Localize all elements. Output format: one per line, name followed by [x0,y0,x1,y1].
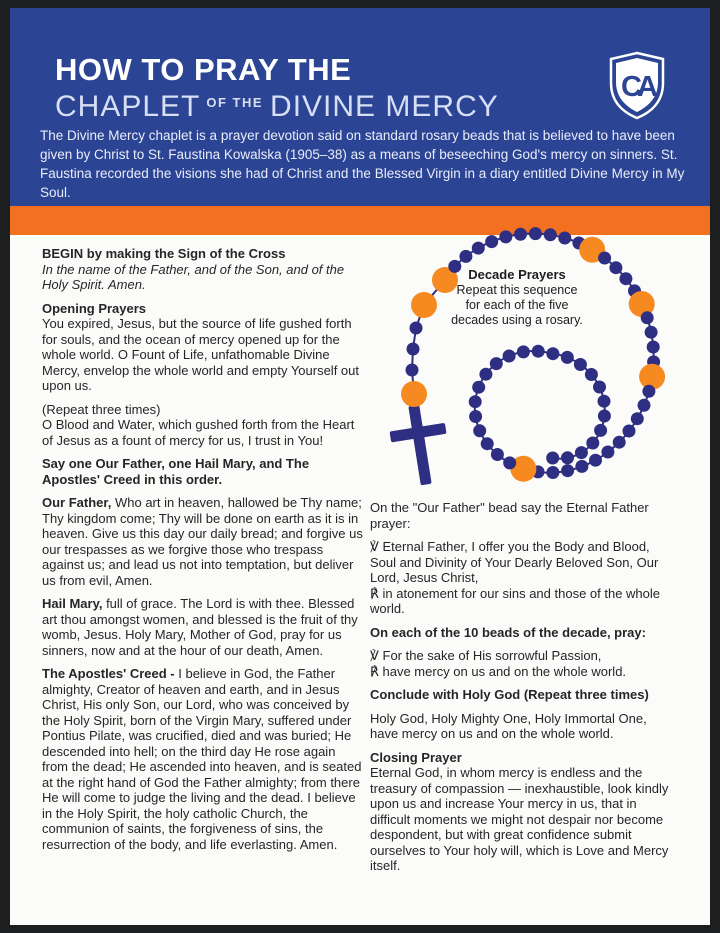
decade-callout-title: Decade Prayers [468,267,566,282]
holy-god-prayer: Holy God, Holy Mighty One, Holy Immortal One, have mercy on us and on the whole world. [370,710,647,741]
sign-of-cross-text: In the name of the Father, and of the Son, and of the Holy Spirit. Amen. [42,261,345,292]
header [10,8,710,206]
begin-section [42,246,363,293]
opening-prayers-section [42,301,363,394]
page-title [55,54,499,124]
apostles-creed-prayer [42,666,363,852]
of-the-text: OF THE [206,94,264,110]
closing-prayer-text: Eternal God, in whom mercy is endless and the treasury of compassion — inexhaustible, look kindly upon us and increase Your mercy in us, that in difficult moments we might not despair nor become despondent, but with great confidence submit ourselves to Your holy will, which is Love and Mercy itself. [370,765,669,873]
opening-prayers-heading: Opening Prayers [42,300,147,316]
right-column [370,500,670,882]
hail-mary-prayer [42,596,363,658]
creed-text: I believe in God, the Father almighty, Creator of heaven and earth, and in Jesus Christ, His only Son, our Lord, who was conceived by the Holy Spirit, born of the Virgin Mary, suffered under Pontius Pilate, was crucified, died and was buried; He descended into hell; on the third day He rose again from the dead; He ascended into heaven, and is seated at the right hand of God the Father almighty; from there He will come to judge the living and the dead. I believe in the Holy Spirit, the holy catholic Church, the communion of saints, the forgiveness of sins, the resurrection of the body, and life everlasting. Amen. [42,666,362,852]
hail-mary-text: full of grace. The Lord is with thee. Blessed art thou amongst women, and blessed is the fruit of thy womb, Jesus. Holy Mary, Mother of God, pray for us sinners, now and at the hour of our death, Amen. [42,596,358,658]
our-father-lead: Our Father, [42,495,112,510]
hail-mary-lead: Hail Mary, [42,596,103,611]
title-line-1: HOW TO PRAY THE [55,52,352,87]
rosary-illustration [380,213,710,513]
intro-paragraph: The Divine Mercy chaplet is a prayer devotion said on standard rosary beads that is believed to have been given by Christ to St. Faustina Kowalska (1905–38) as a means of beseeching God's mercy on sinners. St. Faustina recorded the visions she had of Christ and the Blessed Virgin in a diary entitled Divine Mercy in My Soul. [40,128,685,200]
passion-versicle: ℣ For the sake of His sorrowful Passion, [370,648,602,663]
eternal-father-response: ℟ in atonement for our sins and those of the whole world. [370,585,661,616]
publisher-shield-logo [606,50,668,122]
eternal-father-prayer [370,539,670,617]
closing-prayer-section [370,750,670,874]
flyer-page [10,8,710,925]
closing-prayer-heading: Closing Prayer [370,749,462,765]
decade-beads-heading: On each of the 10 beads of the decade, pray: [370,624,646,640]
begin-heading: BEGIN by making the Sign of the Cross [42,246,286,261]
rosary-diagram-icon [380,213,710,513]
repeat-note: (Repeat three times) [42,401,161,417]
divine-mercy-text: DIVINE MERCY [270,89,499,123]
left-column [42,246,363,860]
chaplet-text: CHAPLET [55,89,201,123]
decade-callout [451,267,583,328]
say-order-heading: Say one Our Father, one Hail Mary, and The Apostles' Creed in this order. [42,456,310,487]
our-father-prayer [42,495,363,588]
passion-response: ℟ have mercy on us and on the whole world. [370,663,627,679]
blood-water-prayer: O Blood and Water, which gushed forth from the Heart of Jesus as a fount of mercy for us, I trust in You! [42,417,355,448]
logo-monogram: CA [621,71,653,103]
opening-prayer-text: You expired, Jesus, but the source of life gushed forth for souls, and the ocean of mercy opened up for the whole world. O Fount of Life, unfathomable Divine Mercy, envelop the whole world and empty Yourself out upon us. [42,316,359,393]
our-father-bead-instruction: On the "Our Father" bead say the Eternal Father prayer: [370,500,649,531]
creed-lead: The Apostles' Creed - [42,666,175,681]
conclude-heading: Conclude with Holy God (Repeat three times) [370,687,649,702]
blood-water-section [42,402,363,449]
decade-callout-text: Repeat this sequence for each of the five decades using a rosary. [451,283,583,327]
our-father-text: Who art in heaven, hallowed be Thy name; Thy kingdom come; Thy will be done on earth as it is in heaven. Give us this day our daily bread; and forgive us our trespasses as we forgive those who trespass against us; and lead us not into temptation, but deliver us from evil, Amen. [42,495,363,588]
eternal-father-versicle: ℣ Eternal Father, I offer you the Body and Blood, Soul and Divinity of Your Dearly Beloved Son, Our Lord, Jesus Christ, [370,539,659,585]
title-line-2 [55,90,499,124]
passion-prayer [370,648,670,679]
